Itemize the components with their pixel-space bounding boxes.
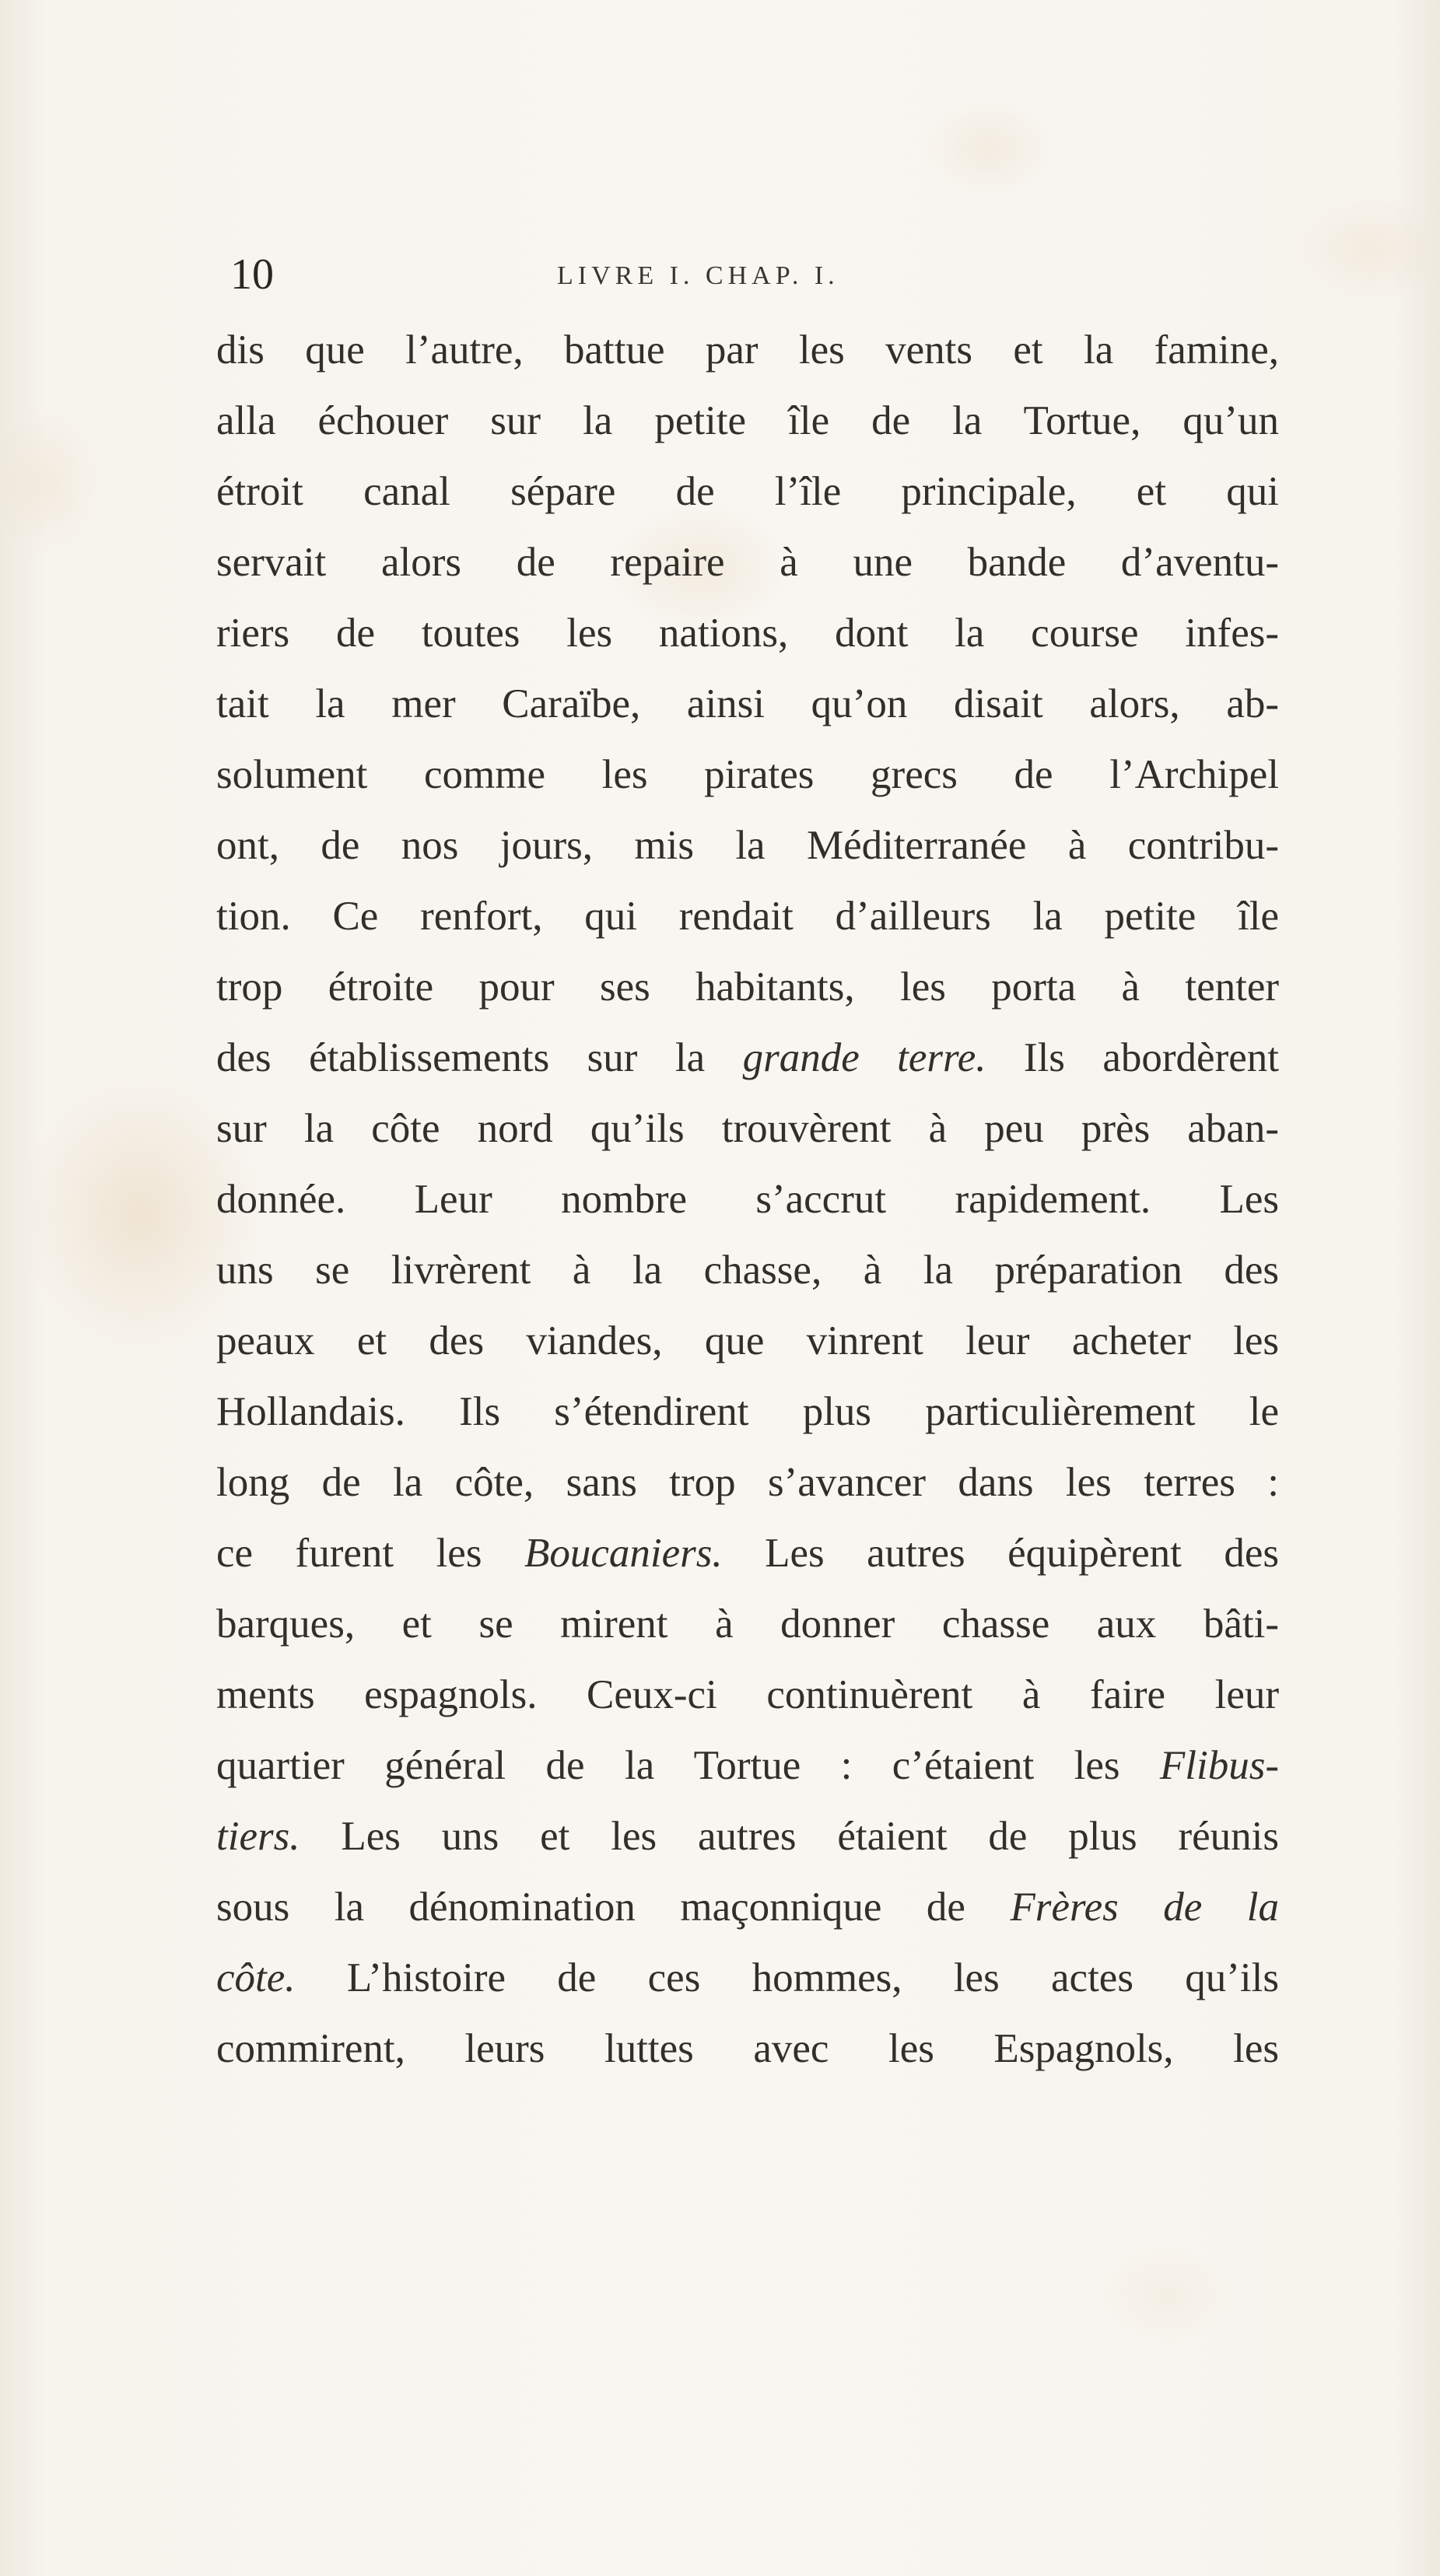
text-line: riers de toutes les nations, dont la course infes- (216, 611, 1279, 656)
text-line: dis que l’autre, battue par les vents et la famine, (216, 327, 1279, 373)
italic-term: Frères de la (1010, 1885, 1279, 1930)
text-line: ce furent les Boucaniers. Les autres équipèrent des (216, 1531, 1279, 1576)
text-line: barques, et se mirent à donner chasse aux bâti- (216, 1601, 1279, 1647)
text-line: sous la dénomination maçonnique de Frères de la (216, 1885, 1279, 1930)
italic-term: tiers. (216, 1814, 300, 1859)
text-line: étroit canal sépare de l’île principale, et qui (216, 469, 1279, 514)
text-line: uns se livrèrent à la chasse, à la préparation des (216, 1248, 1279, 1293)
text-line: tiers. Les uns et les autres étaient de plus réunis (216, 1814, 1279, 1859)
text-line: ont, de nos jours, mis la Méditerranée à contribu- (216, 823, 1279, 868)
italic-term: Boucaniers. (524, 1531, 723, 1576)
text-line: Hollandais. Ils s’étendirent plus particulièrement le (216, 1389, 1279, 1434)
text-line: tait la mer Caraïbe, ainsi qu’on disait alors, ab- (216, 681, 1279, 726)
text-line: commirent, leurs luttes avec les Espagnols, les (216, 2026, 1279, 2071)
text-line: peaux et des viandes, que vinrent leur acheter les (216, 1318, 1279, 1363)
text-line: des établissements sur la grande terre. Ils abordèrent (216, 1035, 1279, 1080)
body-text (216, 315, 1279, 2084)
text-line: sur la côte nord qu’ils trouvèrent à peu près aban- (216, 1106, 1279, 1151)
text-line: trop étroite pour ses habitants, les porta à tenter (216, 964, 1279, 1010)
text-line: alla échouer sur la petite île de la Tortue, qu’un (216, 398, 1279, 443)
text-line: quartier général de la Tortue : c’étaient les Flibus- (216, 1743, 1279, 1788)
text-line: long de la côte, sans trop s’avancer dans les terres : (216, 1460, 1279, 1505)
italic-term: côte. (216, 1955, 296, 2000)
text-line: côte. L’histoire de ces hommes, les actes qu’ils (216, 1955, 1279, 2000)
italic-term: Flibus- (1159, 1743, 1279, 1788)
italic-term: grande terre. (742, 1035, 986, 1080)
page-header (230, 247, 1273, 310)
running-head: LIVRE I. CHAP. I. (557, 261, 839, 290)
text-line: solument comme les pirates grecs de l’Archipel (216, 752, 1279, 797)
text-line: donnée. Leur nombre s’accrut rapidement. Les (216, 1177, 1279, 1222)
text-line: servait alors de repaire à une bande d’aventu- (216, 540, 1279, 585)
text-line: ments espagnols. Ceux-ci continuèrent à faire leur (216, 1672, 1279, 1717)
page-number: 10 (230, 250, 274, 299)
text-line: tion. Ce renfort, qui rendait d’ailleurs la petite île (216, 894, 1279, 939)
